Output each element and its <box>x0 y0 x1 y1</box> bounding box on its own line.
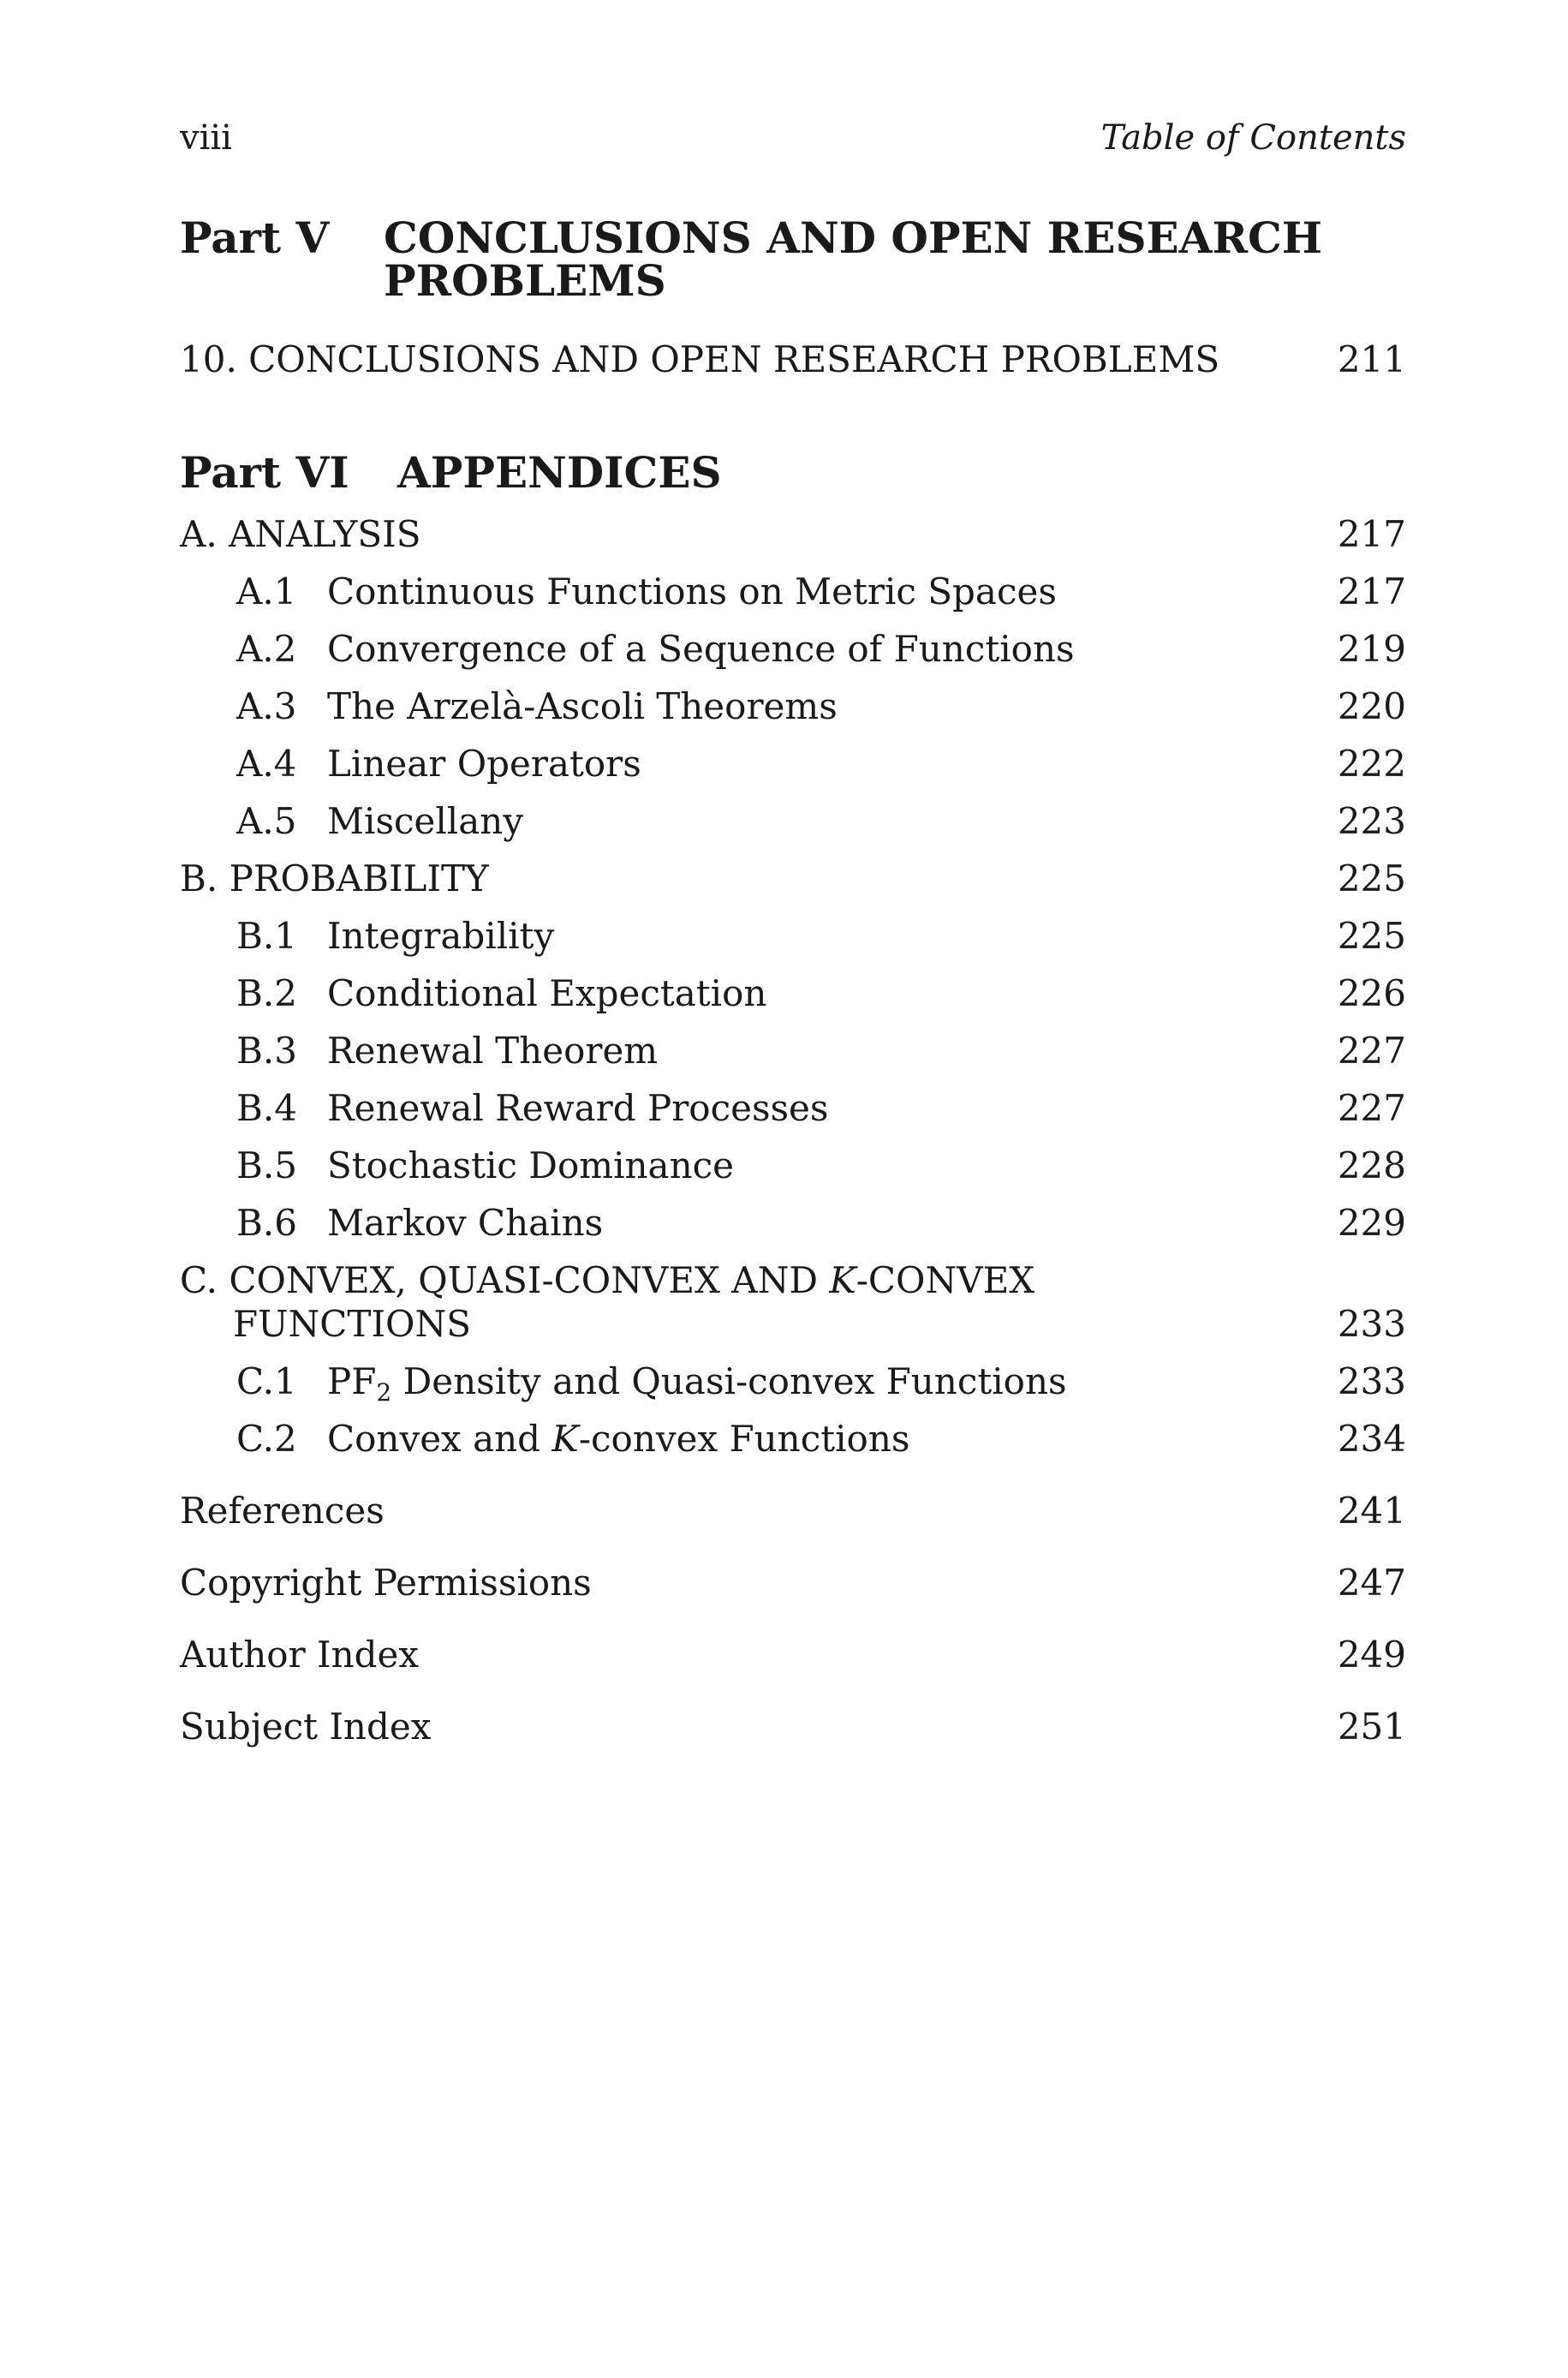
title-pre: Convex and <box>327 1418 552 1460</box>
entry-page: 241 <box>1337 1490 1406 1532</box>
title-subscript: 2 <box>376 1378 392 1407</box>
section-page: 223 <box>1337 800 1406 842</box>
toc-entry-author-index[interactable] <box>180 1631 1406 1679</box>
section-page: 227 <box>1337 1030 1406 1072</box>
section-title: Markov Chains <box>327 1202 604 1244</box>
entry-title: B. PROBABILITY <box>180 857 489 899</box>
toc-entry-section[interactable] <box>180 1415 1406 1463</box>
section-title: The Arzelà-Ascoli Theorems <box>327 685 838 727</box>
entry-title: References <box>180 1490 385 1532</box>
toc-entry-appendix-a[interactable] <box>180 511 1406 559</box>
entry-title-line1 <box>180 1257 1034 1305</box>
section-number: B.6 <box>236 1202 297 1244</box>
entry-page: 251 <box>1337 1706 1406 1748</box>
toc-entry-section[interactable] <box>180 970 1406 1018</box>
section-number: B.4 <box>236 1087 297 1129</box>
toc-entry-chapter-10[interactable] <box>180 336 1406 384</box>
title-post: Density and Quasi-convex Functions <box>391 1360 1067 1402</box>
entry-page: 211 <box>1337 338 1406 380</box>
section-title: Renewal Theorem <box>327 1030 659 1072</box>
entry-title: A. ANALYSIS <box>180 513 421 555</box>
toc-entry-subject-index[interactable] <box>180 1703 1406 1751</box>
entry-page: 247 <box>1337 1562 1406 1604</box>
section-title: Continuous Functions on Metric Spaces <box>327 571 1057 612</box>
toc-entry-references[interactable] <box>180 1487 1406 1535</box>
part-v-label: Part V <box>180 212 330 263</box>
section-number: B.2 <box>236 972 297 1014</box>
toc-page <box>180 0 1406 2378</box>
toc-entry-section[interactable] <box>180 568 1406 616</box>
part-v-title-line1: CONCLUSIONS AND OPEN RESEARCH <box>384 212 1323 263</box>
section-number: A.5 <box>236 800 297 842</box>
title-pre: PF <box>327 1360 377 1402</box>
section-page: 225 <box>1337 915 1406 957</box>
toc-entry-copyright-permissions[interactable] <box>180 1559 1406 1607</box>
entry-page: 225 <box>1337 857 1406 899</box>
section-title: Linear Operators <box>327 743 641 785</box>
toc-entry-section[interactable] <box>180 798 1406 845</box>
section-number: A.2 <box>236 628 297 670</box>
entry-title-prefix: C. CONVEX, QUASI-CONVEX AND <box>180 1259 830 1301</box>
section-page: 228 <box>1337 1144 1406 1186</box>
section-title: Integrability <box>327 915 555 957</box>
section-number: B.5 <box>236 1144 297 1186</box>
toc-entry-appendix-b[interactable] <box>180 855 1406 903</box>
page-number: viii <box>180 118 232 158</box>
section-title <box>327 1415 909 1463</box>
entry-page: 217 <box>1337 513 1406 555</box>
section-number: A.3 <box>236 685 297 727</box>
section-number: C.2 <box>236 1418 297 1460</box>
section-page: 227 <box>1337 1087 1406 1129</box>
section-page: 226 <box>1337 972 1406 1014</box>
section-title: Miscellany <box>327 800 524 842</box>
section-number: B.1 <box>236 915 297 957</box>
part-vi-title: APPENDICES <box>397 447 722 498</box>
part-vi-label: Part VI <box>180 447 349 498</box>
toc-entry-section[interactable] <box>180 1084 1406 1132</box>
section-page: 217 <box>1337 571 1406 612</box>
entry-title: Copyright Permissions <box>180 1562 592 1604</box>
toc-entry-section[interactable] <box>180 1142 1406 1190</box>
entry-title-suffix: -CONVEX <box>856 1259 1035 1301</box>
section-page: 229 <box>1337 1202 1406 1244</box>
toc-entry-section[interactable] <box>180 740 1406 788</box>
part-v-title-line2: PROBLEMS <box>384 255 666 306</box>
toc-entry-section[interactable] <box>180 1199 1406 1247</box>
section-title: Conditional Expectation <box>327 972 767 1014</box>
entry-title: 10. CONCLUSIONS AND OPEN RESEARCH PROBLEMS <box>180 338 1220 380</box>
section-page: 219 <box>1337 628 1406 670</box>
section-title: Convergence of a Sequence of Functions <box>327 628 1075 670</box>
toc-entry-section[interactable] <box>180 1358 1406 1406</box>
toc-entry-appendix-c[interactable] <box>180 1257 1406 1305</box>
running-head <box>180 118 1406 161</box>
toc-entry-section[interactable] <box>180 1027 1406 1075</box>
section-title: Stochastic Dominance <box>327 1144 735 1186</box>
section-page: 220 <box>1337 685 1406 727</box>
section-page: 234 <box>1337 1418 1406 1460</box>
section-number: C.1 <box>236 1360 297 1402</box>
entry-page: 249 <box>1337 1634 1406 1676</box>
title-post: -convex Functions <box>578 1418 910 1460</box>
toc-entry-section[interactable] <box>180 683 1406 731</box>
section-title: Renewal Reward Processes <box>327 1087 829 1129</box>
section-number: A.1 <box>236 571 297 612</box>
part-v-heading <box>180 212 1406 310</box>
toc-entry-section[interactable] <box>180 912 1406 960</box>
section-title <box>327 1358 1067 1417</box>
entry-title: Subject Index <box>180 1706 432 1748</box>
entry-page: 233 <box>1337 1303 1406 1345</box>
toc-entry-section[interactable] <box>180 625 1406 673</box>
toc-entry-appendix-c-cont[interactable] <box>180 1300 1406 1348</box>
entry-title: Author Index <box>180 1634 420 1676</box>
section-number: A.4 <box>236 743 297 785</box>
running-title: Table of Contents <box>1100 118 1406 158</box>
entry-title-line2: FUNCTIONS <box>233 1303 471 1345</box>
entry-title-k: K <box>829 1259 856 1301</box>
part-vi-heading <box>180 447 1406 498</box>
title-k: K <box>551 1418 579 1460</box>
section-page: 233 <box>1337 1360 1406 1402</box>
section-number: B.3 <box>236 1030 297 1072</box>
section-page: 222 <box>1337 743 1406 785</box>
